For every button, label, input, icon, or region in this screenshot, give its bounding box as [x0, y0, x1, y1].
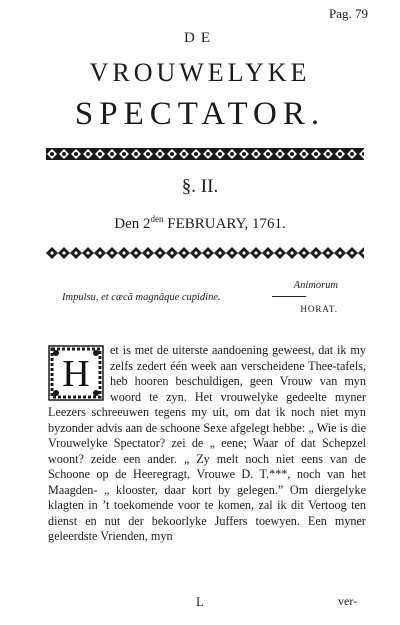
article-body: [48, 343, 366, 545]
date-superscript: den: [150, 214, 164, 224]
epigraph-author: HORAT.: [300, 304, 338, 314]
epigraph-line-1: Animorum: [62, 280, 338, 291]
section-number: §. II.: [181, 176, 219, 197]
drop-cap-letter: H: [62, 353, 90, 395]
epigraph: [62, 280, 338, 314]
issue-date: [0, 214, 400, 233]
date-rest: FEBRUARY, 1761.: [163, 216, 286, 232]
page-number: Pag. 79: [329, 6, 368, 21]
ornamental-drop-cap-icon: [48, 345, 104, 401]
signature-mark: L: [196, 594, 204, 609]
ornament-band-top: [46, 148, 364, 160]
catchword: ver-: [338, 594, 358, 608]
masthead-subtitle: SPECTATOR.: [74, 96, 326, 132]
date-prefix: Den 2: [114, 216, 151, 232]
article-paragraph: et is met de uiterste aandoening geweest, dat ik my zelfs zedert één week aan verscheidene Thee-tafels, heb hooren beschuldigen, geen Vrouw van myn woord te zyn. Het vrouwelyke gedeelte myner Leezers schreeuwen tegens my uit, om dat ik noch niet myn byzonder advis aan de schoone Sexe afgelegt hebbe: „ Wie is die Vrouwelyke Spectator? zei de „ eene; Waar of dat Schepzel woont? zeide een ander. „ Zy melt noch niet eens van de Schoone op de Heeregragt, Vrouwe D. T.***, noch van het Maagden- „ klooster, daar kort by gelegen.” Om diergelyke klagten in ’t toekomende voor te komen, zal ik dit Vertoog ten dienst en nut der bekoorlyke Juffers toewyen. Een myner geleerdste Vrienden, myn: [48, 343, 366, 543]
epigraph-dash: [272, 296, 306, 297]
masthead-article: DE: [184, 30, 216, 46]
masthead-title: VROUWELYKE: [89, 58, 311, 87]
epigraph-line-2: Impulsu, et cæcâ magnâque cupidine.: [62, 292, 221, 303]
ornament-band-middle: [46, 247, 364, 259]
